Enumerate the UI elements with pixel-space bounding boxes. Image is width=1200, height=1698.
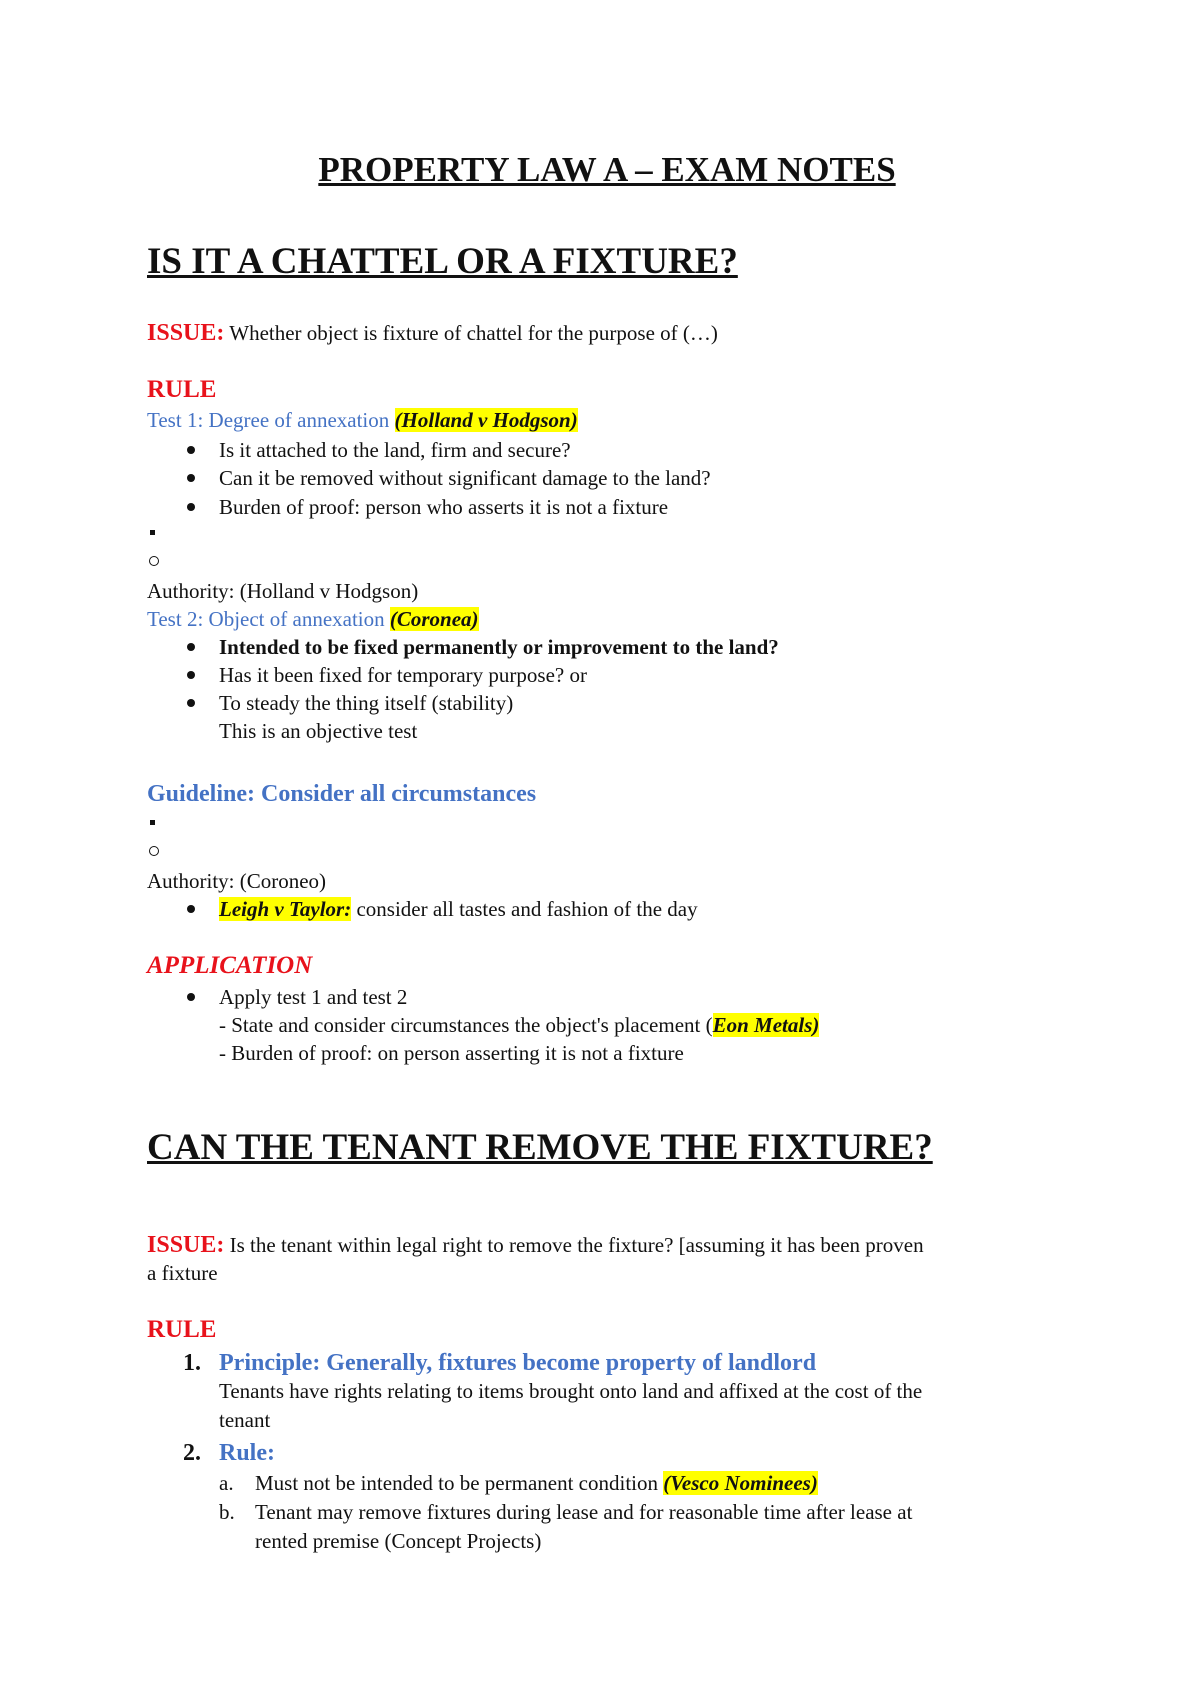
sub-item-label: b. [219, 1500, 235, 1524]
bullet-icon [187, 643, 195, 651]
principle-line-2: tenant [219, 1408, 271, 1432]
leigh-text: consider all tastes and fashion of the day [351, 897, 698, 921]
square-bullet-icon [150, 530, 155, 535]
list-number: 2. [183, 1440, 201, 1466]
square-bullet-icon [150, 820, 155, 825]
sub-item-b-line-1: Tenant may remove fixtures during lease and for reasonable time after lease at [255, 1500, 913, 1524]
test2-heading [147, 606, 479, 632]
bullet-icon [187, 993, 195, 1001]
section-heading-tenant-remove: CAN THE TENANT REMOVE THE FIXTURE? [147, 1127, 933, 1168]
bullet-icon [187, 671, 195, 679]
page-title: PROPERTY LAW A – EXAM NOTES [318, 150, 896, 189]
rule-subheading: Rule: [219, 1440, 275, 1466]
list-number: 1. [183, 1350, 201, 1376]
test1-case: (Holland v Hodgson) [394, 408, 578, 432]
issue-line-1 [147, 320, 718, 346]
sub-item-label: a. [219, 1471, 234, 1495]
leigh-case: Leigh v Taylor: [219, 897, 352, 921]
test2-case: (Coronea) [389, 607, 479, 631]
bullet-icon [187, 503, 195, 511]
bullet-icon [187, 474, 195, 482]
issue-text-continued: a fixture [147, 1261, 218, 1285]
test1-label: Test 1: Degree of annexation [147, 408, 390, 432]
bullet-icon [187, 446, 195, 454]
authority-holland: Authority: (Holland v Hodgson) [147, 579, 419, 603]
rule-label: RULE [147, 1316, 217, 1343]
objective-test-note: This is an objective test [219, 719, 418, 743]
issue-text: Is the tenant within legal right to remove the fixture? [assuming it has been proven [229, 1233, 924, 1257]
sub-item-a: Must not be intended to be permanent condition (Vesco Nominees) [255, 1471, 818, 1495]
application-line-3: - Burden of proof: on person asserting it is not a fixture [219, 1041, 684, 1065]
authority-coroneo: Authority: (Coroneo) [147, 869, 327, 893]
bullet-icon [187, 699, 195, 707]
circle-bullet-icon [149, 556, 159, 566]
issue-text: Whether object is fixture of chattel for the purpose of (…) [229, 321, 718, 345]
test2-label: Test 2: Object of annexation [147, 607, 385, 631]
application-line-2: - State and consider circumstances the object's placement (Eon Metals) [219, 1013, 820, 1037]
principle-line-1: Tenants have rights relating to items brought onto land and affixed at the cost of the [219, 1379, 923, 1403]
application-label: APPLICATION [147, 952, 313, 979]
sub-item-b-line-2: rented premise (Concept Projects) [255, 1529, 542, 1553]
issue-label: ISSUE: [147, 1232, 225, 1258]
eon-metals-case: Eon Metals) [712, 1013, 820, 1037]
issue-label: ISSUE: [147, 320, 225, 346]
test1-heading [147, 407, 578, 433]
rule-label: RULE [147, 376, 217, 403]
issue-line-2 [147, 1232, 924, 1258]
section-heading-chattel-fixture: IS IT A CHATTEL OR A FIXTURE? [147, 241, 738, 282]
vesco-case: (Vesco Nominees) [663, 1471, 818, 1495]
principle-heading: Principle: Generally, fixtures become property of landlord [219, 1350, 817, 1376]
guideline-heading: Guideline: Consider all circumstances [147, 781, 537, 807]
bullet-icon [187, 905, 195, 913]
circle-bullet-icon [149, 846, 159, 856]
document-page: PROPERTY LAW A – EXAM NOTES IS IT A CHATTEL OR A FIXTURE? ISSUE: Whether object is fixture of chattel for the purpose of (…) RULE Test 1: Degree of annexation (Holland v Hodgson) Is it attached to the land, firm and secure? Can it be removed without significant damage to the land? Burden of proof: person who asserts it is not a fixture Authority: (Holland v Hodgson) Test 2: Object of annexation (Coronea) Intended to be fixed permanently or improvement to the land? Has it been fixed for temporary purpose? or To steady the thing itself (stability) This is an objective test Guideline: Consider all circumstances Authority: (Coroneo) Leigh v Taylor: consider all tastes and fashion of the day APPLICATION Apply test 1 and test 2 - State and consider circumstances the object's placement (Eon Metals) - Burden of proof: on person asserting it is not a fixture CAN THE TENANT REMOVE THE FIXTURE? ISSUE: Is the tenant within legal right to remove the fixture? [assuming it has been proven a fixture RULE 1. Principle: Generally, fixtures become property of landlord Tenants have rights relating to items brought onto land and affixed at the cost of the tenant 2. Rule: a. Must not be intended to be permanent condition (Vesco Nominees) b. Tenant may remove fixtures during lease and for reasonable time after lease at rented premise (Concept Projects) [0, 0, 1200, 1698]
